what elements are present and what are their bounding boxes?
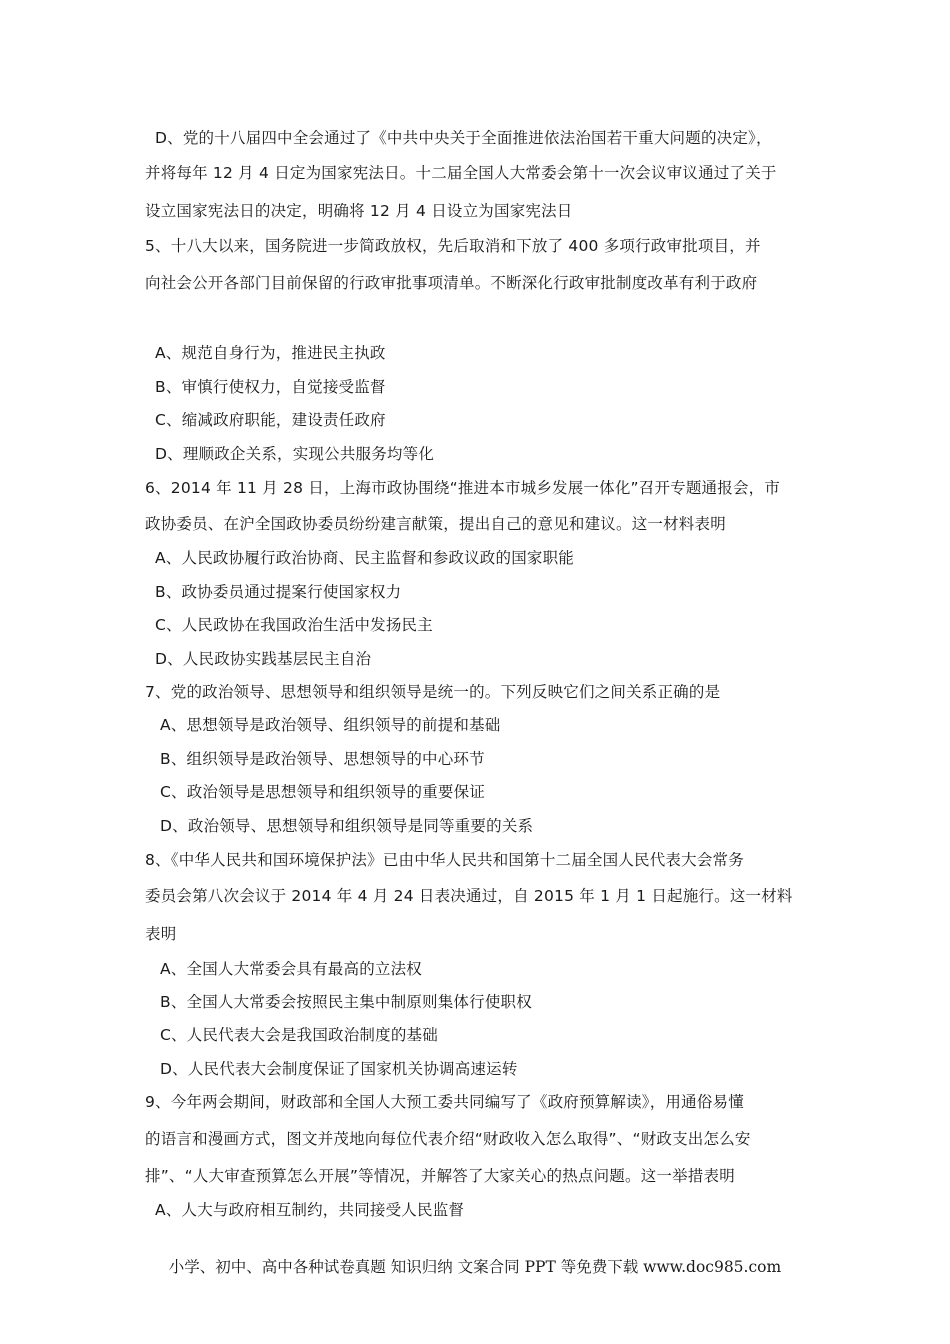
q6-option-b: B、政协委员通过提案行使国家权力	[155, 583, 402, 601]
q4-option-d-line3: 设立国家宪法日的决定，明确将 12 月 4 日设立为国家宪法日	[145, 202, 573, 220]
q8-stem-line1: 8、《中华人民共和国环境保护法》已由中华人民共和国第十二届全国人民代表大会常务	[145, 851, 744, 869]
q5-stem-line2: 向社会公开各部门目前保留的行政审批事项清单。不断深化行政审批制度改革有利于政府	[145, 274, 758, 292]
q6-option-c: C、人民政协在我国政治生活中发扬民主	[155, 616, 433, 634]
q5-option-d: D、理顺政企关系，实现公共服务均等化	[155, 445, 435, 463]
q5-stem-line1: 5、十八大以来，国务院进一步简政放权，先后取消和下放了 400 多项行政审批项目，并	[145, 237, 761, 255]
q7-stem: 7、党的政治领导、思想领导和组织领导是统一的。下列反映它们之间关系正确的是	[145, 683, 721, 701]
q6-stem-line1: 6、2014 年 11 月 28 日，上海市政协围绕“推进本市城乡发展一体化”召开专题通报会，市	[145, 479, 781, 497]
q6-option-d: D、人民政协实践基层民主自治	[155, 650, 372, 668]
q7-option-b: B、组织领导是政治领导、思想领导的中心环节	[160, 750, 485, 768]
q8-stem-line2: 委员会第八次会议于 2014 年 4 月 24 日表决通过，自 2015 年 1 月 1 日起施行。这一材料	[145, 887, 793, 905]
q9-stem-line2: 的语言和漫画方式，图文并茂地向每位代表介绍“财政收入怎么取得”、“财政支出怎么安	[145, 1130, 751, 1148]
q4-option-d-line1: D、党的十八届四中全会通过了《中共中央关于全面推进依法治国若干重大问题的决定》，	[155, 129, 772, 147]
page-footer: 小学、初中、高中各种试卷真题 知识归纳 文案合同 PPT 等免费下载 www.doc985.com	[168, 1258, 782, 1276]
q9-stem-line1: 9、今年两会期间，财政部和全国人大预工委共同编写了《政府预算解读》，用通俗易懂	[145, 1093, 744, 1111]
q8-stem-line3: 表明	[145, 925, 177, 943]
q6-option-a: A、人民政协履行政治协商、民主监督和参政议政的国家职能	[155, 549, 575, 567]
q8-option-a: A、全国人大常委会具有最高的立法权	[160, 960, 423, 978]
q5-option-a: A、规范自身行为，推进民主执政	[155, 344, 386, 362]
q5-option-c: C、缩减政府职能，建设责任政府	[155, 411, 386, 429]
q8-option-b: B、全国人大常委会按照民主集中制原则集体行使职权	[160, 993, 532, 1011]
q7-option-c: C、政治领导是思想领导和组织领导的重要保证	[160, 783, 486, 801]
q9-stem-line3: 排”、“人大审查预算怎么开展”等情况，并解答了大家关心的热点问题。这一举措表明	[145, 1167, 735, 1185]
q5-option-b: B、审慎行使权力，自觉接受监督	[155, 378, 386, 396]
q9-option-a: A、人大与政府相互制约，共同接受人民监督	[155, 1201, 465, 1219]
q7-option-d: D、政治领导、思想领导和组织领导是同等重要的关系	[160, 817, 534, 835]
q8-option-d: D、人民代表大会制度保证了国家机关协调高速运转	[160, 1060, 518, 1078]
q4-option-d-line2: 并将每年 12 月 4 日定为国家宪法日。十二届全国人大常委会第十一次会议审议通过了关于	[145, 164, 777, 182]
q8-option-c: C、人民代表大会是我国政治制度的基础	[160, 1026, 438, 1044]
q6-stem-line2: 政协委员、在沪全国政协委员纷纷建言献策，提出自己的意见和建议。这一材料表明	[145, 515, 726, 533]
q7-option-a: A、思想领导是政治领导、组织领导的前提和基础	[160, 716, 501, 734]
